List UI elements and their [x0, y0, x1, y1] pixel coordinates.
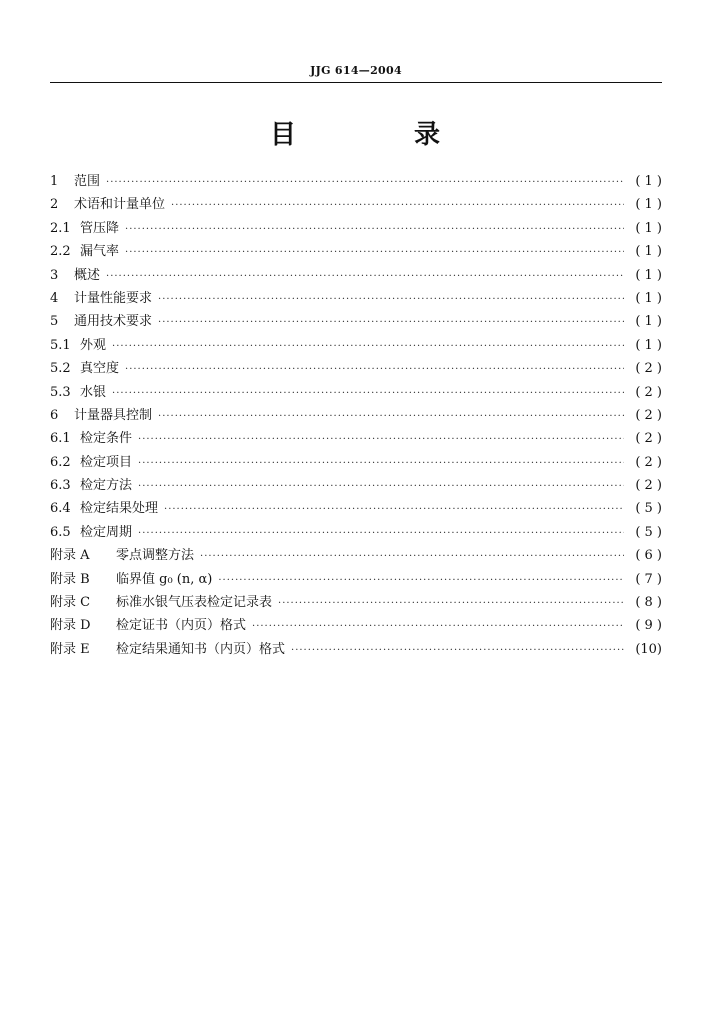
- toc-entry-number: 6: [50, 407, 59, 423]
- toc-entry-number: 6.2: [50, 454, 71, 470]
- toc-dot-leader: [171, 200, 624, 211]
- toc-entry-page: (10): [635, 641, 662, 657]
- toc-entry[interactable]: [50, 217, 662, 240]
- toc-entry-title: 检定条件: [80, 431, 133, 447]
- toc-entry[interactable]: [50, 544, 662, 567]
- toc-entry-number: 2: [50, 197, 59, 213]
- toc-entry-page: ( 1 ): [635, 290, 662, 306]
- toc-entry-page: ( 1 ): [635, 174, 662, 189]
- toc-entry[interactable]: [50, 264, 662, 287]
- toc-appendix-number: 附录 B: [50, 571, 90, 587]
- toc-dot-leader: [125, 247, 624, 258]
- toc-entry-title: 检定结果处理: [80, 501, 159, 517]
- toc-entry-page: ( 1 ): [635, 244, 662, 260]
- toc-dot-leader: [112, 341, 624, 352]
- toc-entry-page: ( 1 ): [635, 220, 662, 236]
- toc-dot-leader: [158, 294, 624, 305]
- document-code-header: JJG 614—2004: [310, 64, 402, 77]
- toc-entry-title: 外观: [80, 337, 107, 353]
- toc-dot-leader: [138, 528, 624, 539]
- toc-dot-leader: [164, 504, 624, 515]
- toc-entry-title: 漏气率: [80, 244, 120, 260]
- toc-entry-title: 检定结果通知书（内页）格式: [116, 641, 286, 657]
- toc-entry-title: 标准水银气压表检定记录表: [116, 595, 273, 611]
- toc-appendix-number: 附录 D: [50, 618, 91, 634]
- toc-entry[interactable]: [50, 310, 662, 333]
- toc-entry-title: 范围: [74, 174, 101, 189]
- toc-entry-title: 临界值 g₀ (n, α): [116, 571, 213, 587]
- toc-entry[interactable]: [50, 474, 662, 497]
- toc-entry[interactable]: [50, 404, 662, 427]
- toc-entry-page: ( 2 ): [635, 478, 662, 494]
- toc-entry-title: 通用技术要求: [74, 314, 153, 330]
- toc-entry-page: ( 1 ): [635, 314, 662, 330]
- toc-entry[interactable]: [50, 193, 662, 216]
- toc-dot-leader: [125, 224, 624, 235]
- toc-entry-page: ( 9 ): [635, 618, 662, 634]
- toc-entry-page: ( 5 ): [635, 501, 662, 517]
- toc-dot-leader: [291, 645, 624, 656]
- toc-entry-page: ( 1 ): [635, 267, 662, 283]
- toc-entry-number: 5.3: [50, 384, 71, 400]
- toc-dot-leader: [278, 598, 624, 609]
- toc-entry-number: 1: [50, 174, 59, 189]
- page-title: 目 录: [269, 120, 486, 150]
- toc-entry[interactable]: [50, 591, 662, 614]
- toc-entry-page: ( 5 ): [635, 524, 662, 540]
- toc-entry-number: 6.1: [50, 431, 71, 447]
- toc-dot-leader: [125, 364, 624, 375]
- toc-entry-page: ( 7 ): [635, 571, 662, 587]
- toc-entry-page: ( 8 ): [635, 595, 662, 611]
- toc-entry-number: 3: [50, 267, 59, 283]
- toc-dot-leader: [106, 177, 624, 188]
- header-divider: [50, 82, 662, 83]
- toc-entry-number: 5.2: [50, 361, 71, 377]
- toc-entry-number: 6.4: [50, 501, 71, 517]
- toc-entry-title: 零点调整方法: [116, 548, 195, 564]
- toc-entry[interactable]: [50, 427, 662, 450]
- toc-entry-number: 5.1: [50, 337, 71, 353]
- toc-entry-title: 检定项目: [80, 454, 133, 470]
- toc-entry[interactable]: [50, 568, 662, 591]
- toc-entry[interactable]: [50, 170, 662, 193]
- toc-dot-leader: [138, 458, 624, 469]
- toc-dot-leader: [200, 551, 624, 562]
- toc-entry-title: 检定证书（内页）格式: [116, 618, 247, 634]
- toc-entry-number: 2.2: [50, 244, 71, 260]
- toc-dot-leader: [218, 575, 624, 586]
- toc-entry-number: 4: [50, 290, 59, 306]
- toc-entry-title: 计量性能要求: [74, 290, 153, 306]
- toc-entry-page: ( 2 ): [635, 407, 662, 423]
- toc-entry-title: 检定周期: [80, 524, 133, 540]
- toc-entry-page: ( 2 ): [635, 431, 662, 447]
- toc-dot-leader: [106, 271, 624, 282]
- toc-entry-number: 2.1: [50, 220, 71, 236]
- toc-entry-title: 检定方法: [80, 478, 133, 494]
- toc-entry[interactable]: [50, 287, 662, 310]
- toc-entry-title: 水银: [80, 384, 107, 400]
- toc-entry-title: 真空度: [80, 361, 120, 377]
- toc-entry[interactable]: [50, 451, 662, 474]
- toc-entry[interactable]: [50, 614, 662, 637]
- toc-entry-title: 计量器具控制: [74, 407, 153, 423]
- toc-dot-leader: [138, 434, 624, 445]
- toc-entry[interactable]: [50, 240, 662, 263]
- toc-dot-leader: [112, 388, 624, 399]
- toc-entry[interactable]: [50, 334, 662, 357]
- toc-entry-page: ( 6 ): [635, 548, 662, 564]
- toc-entry-title: 管压降: [80, 220, 120, 236]
- toc-entry-title: 术语和计量单位: [74, 197, 166, 213]
- toc-dot-leader: [252, 621, 624, 632]
- toc-dot-leader: [138, 481, 624, 492]
- toc-entry-page: ( 1 ): [635, 337, 662, 353]
- toc-entry-number: 6.5: [50, 524, 71, 540]
- toc-appendix-number: 附录 E: [50, 641, 90, 657]
- table-of-contents: [50, 170, 662, 661]
- toc-dot-leader: [158, 317, 624, 328]
- toc-entry[interactable]: [50, 521, 662, 544]
- toc-entry[interactable]: [50, 497, 662, 520]
- toc-entry-page: ( 2 ): [635, 454, 662, 470]
- toc-entry[interactable]: [50, 638, 662, 661]
- toc-entry-page: ( 2 ): [635, 361, 662, 377]
- toc-entry-page: ( 2 ): [635, 384, 662, 400]
- toc-entry-number: 6.3: [50, 478, 71, 494]
- toc-entry[interactable]: [50, 357, 662, 380]
- toc-entry[interactable]: [50, 381, 662, 404]
- toc-appendix-number: 附录 A: [50, 548, 90, 564]
- toc-entry-title: 概述: [74, 267, 101, 283]
- toc-dot-leader: [158, 411, 624, 422]
- toc-appendix-number: 附录 C: [50, 595, 91, 611]
- toc-entry-page: ( 1 ): [635, 197, 662, 213]
- toc-entry-number: 5: [50, 314, 59, 330]
